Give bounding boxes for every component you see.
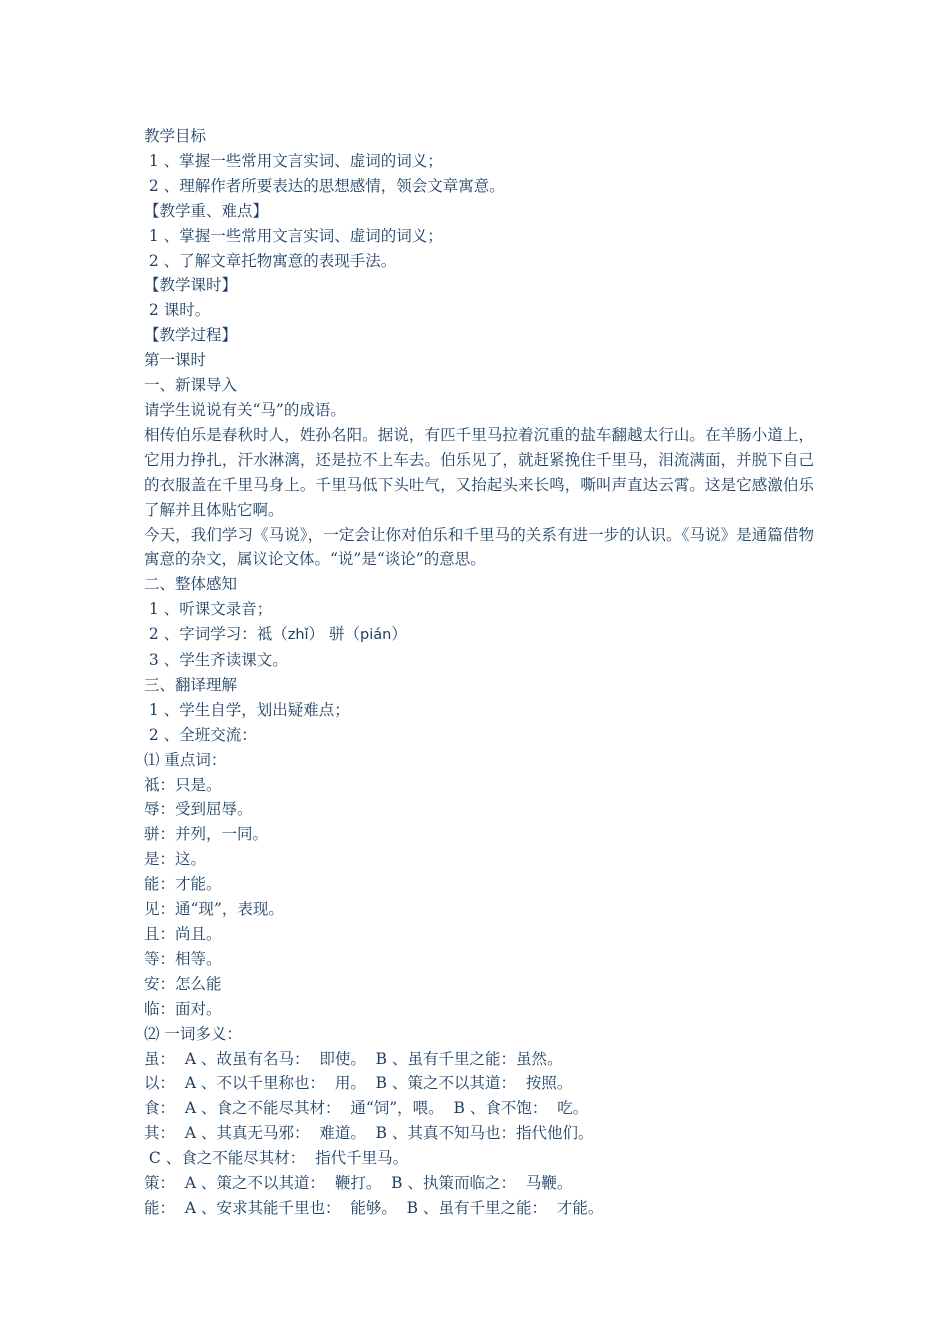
section-intro-title: 一、新课导入 (144, 376, 238, 395)
key-point-item-2: 2 、了解文章托物寓意的表现手法。 (144, 251, 397, 270)
heading-objectives: 教学目标 (144, 127, 207, 145)
polysemy-entry: 虽： A 、故虽有名马： 即使。 B 、虽有千里之能：虽然。 (144, 1049, 563, 1068)
polysemy-entry: 能： A 、安求其能千里也： 能够。 B 、虽有千里之能： 才能。 (144, 1198, 604, 1217)
sub-polysemy-title: ⑵ 一词多义： (144, 1024, 242, 1043)
overview-item-2-suffix: ） (391, 625, 407, 644)
key-word-entry: 能：才能。 (144, 875, 222, 894)
polysemy-entry: 以： A 、不以千里称也： 用。 B 、策之不以其道： 按照。 (144, 1074, 573, 1093)
sub-key-words-title: ⑴ 重点词： (144, 750, 227, 769)
heading-hours: 【教学课时】 (144, 276, 238, 295)
intro-today-paragraph: 今天，我们学习《马说》，一定会让你对伯乐和千里马的关系有进一步的认识。《马说》是通篇借物寓意的杂文，属议论文体。“说”是“谈论”的意思。 (144, 525, 814, 569)
objective-item-2: 2 、理解作者所要表达的思想感情，领会文章寓意。 (144, 176, 505, 195)
heading-key-points: 【教学重、难点】 (144, 201, 269, 220)
translate-item-2: 2 、全班交流： (144, 725, 257, 744)
overview-item-2-middle: ） 骈（ (308, 625, 360, 644)
translate-item-1: 1 、学生自学，划出疑难点； (144, 700, 350, 719)
polysemy-entry: 食： A 、食之不能尽其材： 通“饲”，喂。 B 、食不饱： 吃。 (144, 1099, 589, 1118)
document-page (144, 124, 814, 1221)
key-point-item-1: 1 、掌握一些常用文言实词、虚词的词义； (144, 226, 443, 245)
key-word-entry: 且：尚且。 (144, 925, 222, 943)
section-overview-title: 二、整体感知 (144, 575, 238, 594)
key-word-entry: 见：通“现”，表现。 (144, 900, 284, 919)
key-word-entry: 骈：并列，一同。 (144, 825, 269, 844)
key-word-entry: 等：相等。 (144, 949, 222, 968)
polysemy-entry: 其： A 、其真无马邪： 难道。 B 、其真不知马也：指代他们。 (144, 1124, 594, 1143)
polysemy-entry: C 、食之不能尽其材： 指代千里马。 (144, 1149, 409, 1168)
key-word-entry: 临：面对。 (144, 999, 222, 1018)
overview-item-1: 1 、听课文录音； (144, 600, 273, 619)
intro-story-paragraph: 相传伯乐是春秋时人，姓孙名阳。据说，有匹千里马拉着沉重的盐车翻越太行山。在羊肠小道上，它用力挣扎，汗水淋漓，还是拉不上车去。伯乐见了，就赶紧挽住千里马，泪流满面，并脱下自己的衣服盖在千里马身上。千里马低下头吐气，又抬起头来长鸣，嘶叫声直达云霄。这是它感激伯乐了解并且体贴它啊。 (144, 425, 814, 519)
pinyin-pian: pián (360, 627, 392, 644)
pinyin-zhi: zhǐ (287, 627, 309, 644)
hours-value: 2 课时。 (144, 301, 211, 320)
heading-process: 【教学过程】 (144, 326, 238, 345)
section-translate-title: 三、翻译理解 (144, 675, 238, 694)
polysemy-entry: 策： A 、策之不以其道： 鞭打。 B 、执策而临之： 马鞭。 (144, 1174, 573, 1193)
overview-item-2 (144, 622, 814, 648)
key-word-entry: 辱：受到屈辱。 (144, 800, 253, 819)
key-word-entry: 祗：只是。 (144, 775, 222, 794)
overview-item-3: 3 、学生齐读课文。 (144, 651, 288, 670)
lesson-one-title: 第一课时 (144, 351, 207, 370)
objective-item-1: 1 、掌握一些常用文言实词、虚词的词义； (144, 151, 443, 170)
overview-item-2-prefix: 2 、字词学习：祗（ (144, 625, 288, 644)
intro-prompt: 请学生说说有关“马”的成语。 (144, 400, 346, 419)
key-word-entry: 安：怎么能 (144, 974, 222, 993)
key-word-entry: 是：这。 (144, 850, 207, 869)
